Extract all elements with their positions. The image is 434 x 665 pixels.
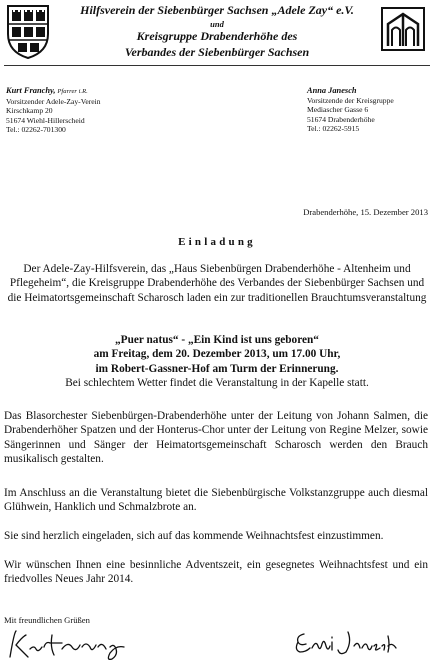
signature-left xyxy=(6,627,136,661)
event-weather-note: Bei schlechtem Wetter findet die Veranstaltung in der Kapelle statt. xyxy=(65,376,369,389)
letter-title: Einladung xyxy=(178,236,256,248)
sender-left-line: Kirschkamp 20 xyxy=(6,106,53,115)
event-motto: „Puer natus“ - „Ein Kind ist uns geboren“ xyxy=(115,334,319,346)
sender-right-line: 51674 Drabenderhöhe xyxy=(307,114,375,124)
sender-left-name: Kurt Franchy, xyxy=(6,86,56,95)
sender-right-line: Vorsitzende der Kreisgruppe xyxy=(307,95,394,105)
body-paragraph: Wir wünschen Ihnen eine besinnliche Adventszeit, ein gesegnetes Weihnachtsfest und ein friedvolles Neues Jahr 2014. xyxy=(4,559,428,586)
sender-left-block xyxy=(6,86,186,135)
header-line-3: Kreisgruppe Drabenderhöhe des xyxy=(136,29,298,43)
sender-right-line: Tel.: 02262-5915 xyxy=(307,124,360,133)
intro-paragraph: Der Adele-Zay-Hilfsverein, das „Haus Siebenbürgen Drabenderhöhe - Altenheim und Pflegeheim“, die Kreisgruppe Drabenderhöhe des Verbandes der Siebenbürger Sachsen und die Heimatortsgemeinschaft Scharosch laden ein zur traditionellen Brauchtumsveranstaltung xyxy=(7,263,427,304)
body-paragraph: Sie sind herzlich eingeladen, sich auf das kommende Weihnachtsfest einzustimmen. xyxy=(4,530,384,542)
sender-left-line: Vorsitzender Adele-Zay-Verein xyxy=(6,96,101,106)
header-und: und xyxy=(210,19,224,29)
closing-phrase: Mit freundlichen Grüßen xyxy=(4,615,90,625)
event-location: im Robert-Gassner-Hof am Turm der Erinnerung. xyxy=(95,362,339,375)
header-line-4: Verbandes der Siebenbürger Sachsen xyxy=(124,45,310,59)
sender-left-line: Tel.: 02262-701300 xyxy=(6,125,66,134)
body-paragraph: Im Anschluss an die Veranstaltung bietet die Siebenbürgische Volkstanzgruppe auch diesmal Glühwein, Hanklich und Schmalzbrote an. xyxy=(4,487,428,514)
body-paragraph: Das Blasorchester Siebenbürgen-Drabenderhöhe unter der Leitung von Johann Salmen, die Drabenderhöher Spatzen und der Honterus-Chor unter der Leitung von Regine Melzer, sowie Sängerinnen und Sänger der Heimatortsgemeinschaft Scharosch werden den Brauch musikalisch gestalten. xyxy=(4,410,428,465)
letter-date: Drabenderhöhe, 15. Dezember 2013 xyxy=(303,207,428,217)
coat-of-arms-logo xyxy=(6,4,50,60)
event-datetime: am Freitag, dem 20. Dezember 2013, um 17.00 Uhr, xyxy=(93,348,341,361)
sender-left-line: 51674 Wiehl-Hillerscheid xyxy=(6,115,85,125)
house-logo xyxy=(380,6,426,52)
header-divider xyxy=(4,65,430,66)
header-line-1: Hilfsverein der Siebenbürger Sachsen „Adele Zay“ e.V. xyxy=(80,3,354,17)
sender-right-name: Anna Janesch xyxy=(307,86,357,95)
sender-left-role: Pfarrer i.R. xyxy=(57,88,88,95)
sender-right-line: Mediascher Gasse 6 xyxy=(307,105,369,114)
signature-right xyxy=(290,628,400,658)
sender-right-block xyxy=(307,86,431,134)
event-block xyxy=(4,333,430,390)
